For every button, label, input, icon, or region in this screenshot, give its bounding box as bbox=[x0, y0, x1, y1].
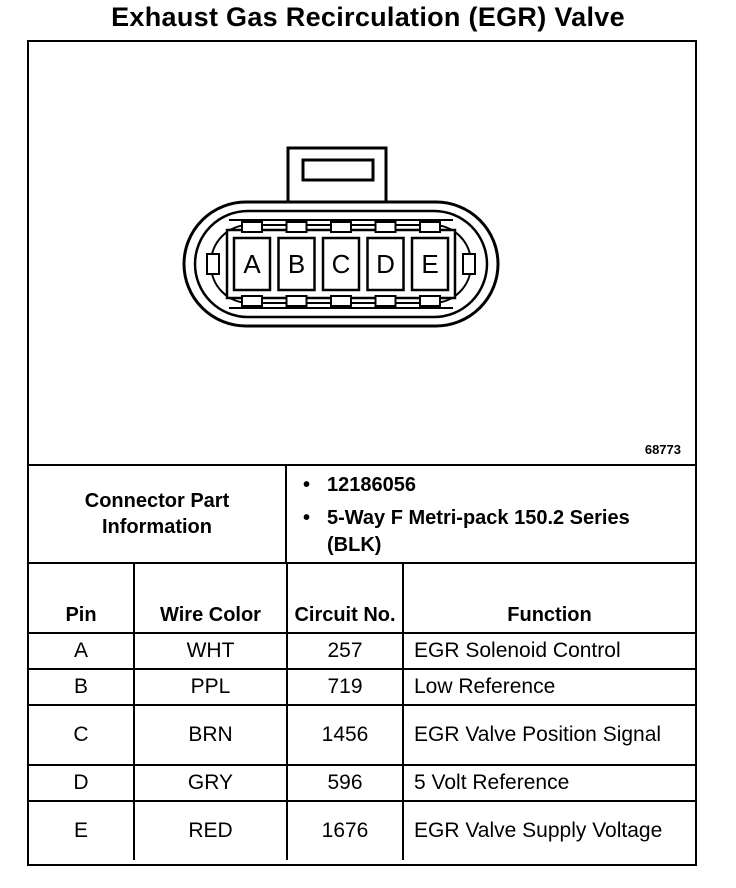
part-number: 12186056 bbox=[327, 474, 416, 496]
pin-cell: A bbox=[29, 633, 134, 669]
circuit-cell: 1676 bbox=[287, 801, 403, 860]
function-cell: 5 Volt Reference bbox=[403, 765, 695, 801]
pin-label-e: E bbox=[421, 249, 439, 279]
connector-type: 5-Way F Metri-pack 150.2 Series (BLK) bbox=[327, 507, 630, 556]
page-title: Exhaust Gas Recirculation (EGR) Valve bbox=[111, 2, 625, 32]
pin-label-a: A bbox=[243, 249, 261, 279]
locking-tab-slot bbox=[303, 160, 373, 180]
figure-id: 68773 bbox=[644, 442, 681, 457]
part-number-item bbox=[289, 472, 689, 499]
pin-cell: D bbox=[29, 765, 134, 801]
header-circuit: Circuit No. bbox=[287, 564, 403, 633]
pin-cell: B bbox=[29, 669, 134, 705]
function-cell: EGR Solenoid Control bbox=[403, 633, 695, 669]
header-function: Function bbox=[403, 564, 695, 633]
wire-color-cell: WHT bbox=[134, 633, 287, 669]
circuit-cell: 596 bbox=[287, 765, 403, 801]
bullet-icon: • bbox=[303, 474, 311, 496]
pin-label-d: D bbox=[376, 249, 395, 279]
wire-color-cell: BRN bbox=[134, 705, 287, 765]
bullet-icon: • bbox=[303, 507, 311, 529]
function-cell: EGR Valve Position Signal bbox=[403, 705, 695, 765]
connector-drawing bbox=[29, 42, 695, 462]
wire-color-cell: PPL bbox=[134, 669, 287, 705]
connector-chart-frame bbox=[27, 40, 697, 866]
connector-diagram bbox=[29, 42, 695, 466]
pin-cell: C bbox=[29, 705, 134, 765]
pinout-table bbox=[29, 564, 695, 860]
function-cell: Low Reference bbox=[403, 669, 695, 705]
wire-color-cell: GRY bbox=[134, 765, 287, 801]
header-wire-color: Wire Color bbox=[134, 564, 287, 633]
left-side-tab bbox=[207, 254, 219, 274]
connector-part-info-list bbox=[289, 472, 689, 565]
connector-part-info-label: Connector Part Information bbox=[29, 466, 287, 562]
pin-label-c: C bbox=[331, 249, 351, 279]
pin-label-b: B bbox=[287, 249, 306, 279]
table-row bbox=[29, 801, 695, 860]
circuit-cell: 257 bbox=[287, 633, 403, 669]
connector-part-information bbox=[29, 466, 695, 564]
table-row bbox=[29, 765, 695, 801]
table-row bbox=[29, 705, 695, 765]
right-side-tab bbox=[463, 254, 475, 274]
pin-cell: E bbox=[29, 801, 134, 860]
header-pin: Pin bbox=[29, 564, 134, 633]
table-row bbox=[29, 633, 695, 669]
circuit-cell: 1456 bbox=[287, 705, 403, 765]
table-row bbox=[29, 669, 695, 705]
wire-color-cell: RED bbox=[134, 801, 287, 860]
connector-type-item bbox=[289, 505, 689, 559]
circuit-cell: 719 bbox=[287, 669, 403, 705]
function-cell: EGR Valve Supply Voltage bbox=[403, 801, 695, 860]
